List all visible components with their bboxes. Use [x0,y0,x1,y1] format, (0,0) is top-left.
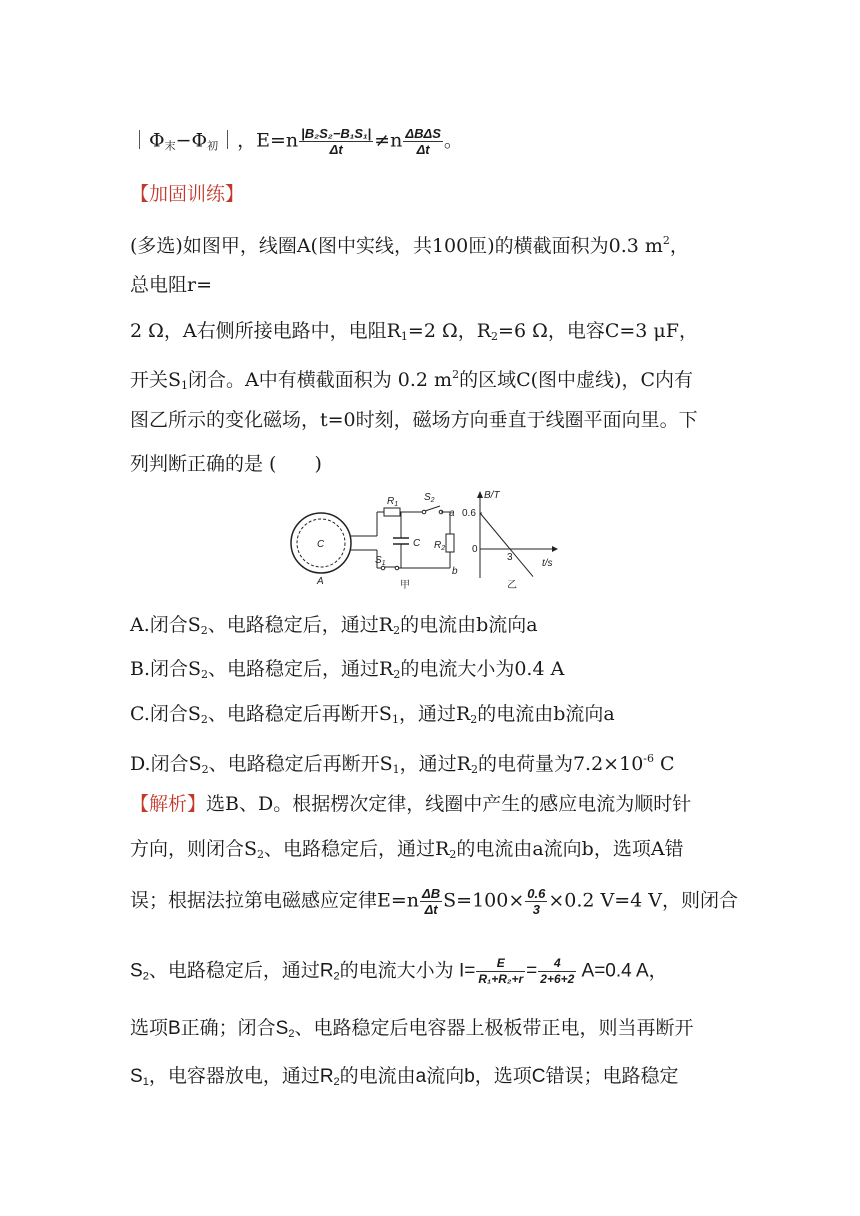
formula-text: 。 [443,129,463,152]
formula-text: ｜Φ [130,129,165,152]
question-line-6: 列判断正确的是 ( ) [130,453,322,475]
question-line-5: 图乙所示的变化磁场，t=0时刻，磁场方向垂直于线圈平面向里。下 [130,409,698,431]
sup: 2 [452,368,460,381]
analysis-line-6: $S_1$，电容器放电，通过$R_2$的电流由a流向b，选项C错误；电路稳定 [130,1066,679,1088]
y-tick-label: 0.6 [462,508,476,519]
r1-label: $R_1$ [387,496,399,508]
formula-text: ≠n [374,129,403,152]
option-a: A.闭合$S_2$、电路稳定后，通过$R_2$的电流由b流向a [130,614,538,637]
region-c-label: C [317,539,325,550]
coil-a-label: A [317,576,324,587]
series-line [480,513,533,577]
text: 闭合。A中有横截面积为 0.2 m [188,369,453,391]
fraction-dbds [403,126,443,157]
text: 2 Ω，A右侧所接电路中，电阻R [130,320,401,342]
s1-label: $S_1$ [375,555,386,567]
analysis-line-2: 方向，则闭合$S_2$、电路稳定后，通过$R_2$的电流由a流向b，选项A错 [130,838,684,861]
caption-jia: 甲 [400,580,410,591]
fraction-flux-diff [299,126,373,157]
section-title: 【加固训练】 [130,183,245,205]
b-t-graph [462,490,558,591]
numerator: |B₂S₂−B₁S₁| [301,126,372,141]
top-formula [130,126,463,161]
sub: 1 [400,330,408,343]
y-axis-label: B/T [484,490,500,501]
option-c: C.闭合$S_2$、电路稳定后再断开$S_1$，通过$R_2$的电流由b流向a [130,703,615,726]
formula-text: ｜，E=n [218,129,299,152]
denominator: Δt [416,142,430,157]
question-line-4 [130,361,693,400]
cap-label: C [413,538,421,549]
text: 开关S [130,369,182,391]
circuit-figure [284,488,584,596]
numerator: ΔBΔS [405,126,441,141]
denominator: Δt [329,142,343,157]
node-b-label: b [452,566,458,577]
s2-label: $S_2$ [424,492,435,504]
option-b: B.闭合$S_2$、电路稳定后，通过$R_2$的电流大小为0.4 A [130,658,565,681]
text: =6 Ω，电容C=3 μF， [498,320,698,342]
question-line-1 [130,227,689,260]
sup: 2 [662,234,670,247]
analysis-line-3: 误；根据法拉第电磁感应定律E=n $\frac{\Delta B}{\Delta t}$ S=100× $\frac{0.6}{3}$ ×0.2 V=4 V，则闭合 [130,886,739,917]
text: 的区域C(图中虚线)，C内有 [459,369,693,391]
caption-yi: 乙 [507,580,517,591]
question-line-3 [130,317,698,351]
text: (多选)如图甲，线圈A(图中实线，共100匝)的横截面积为0.3 m [130,235,663,257]
analysis-line-4: $S_2$、电路稳定后，通过$R_2$的电流大小为 I= $\frac{E}{\text{R₁+R₂+r}}$ = $\frac{4}{2+6+2}$ A=0.4 A， [130,956,668,986]
question-line-2: 总电阻r= [130,274,213,296]
switch-s2 [425,506,440,511]
sub: 1 [181,379,189,392]
analysis-line-1: 【解析】选B、D。根据楞次定律，线圈中产生的感应电流为顺时针 [130,793,692,815]
r2-label: $R_2$ [434,540,446,552]
formula-text: −Φ [175,129,208,152]
y-axis-arrow [477,491,483,498]
node-a-label: a [449,508,455,519]
analysis-tag: 【解析】 [130,793,207,815]
option-d: D.闭合$S_2$、电路稳定后再断开$S_1$，通过$R_2$的电荷量为$7.2\times 10^{-6}$ C [130,752,675,776]
resistor-r1 [384,508,400,516]
sub: 2 [491,330,499,343]
sub-init: 初 [207,139,219,153]
text: ， [669,235,689,257]
analysis-line-5: 选项B正确；闭合$S_2$、电路稳定后电容器上极板带正电，则当再断开 [130,1018,694,1040]
origin-label: 0 [472,544,478,555]
x-axis-arrow [552,546,558,552]
sub-end: 末 [164,139,176,153]
x-axis-label: t/s [542,558,553,569]
text: =2 Ω，R [407,320,492,342]
x-tick-label: 3 [507,552,513,563]
resistor-r2 [446,534,454,552]
